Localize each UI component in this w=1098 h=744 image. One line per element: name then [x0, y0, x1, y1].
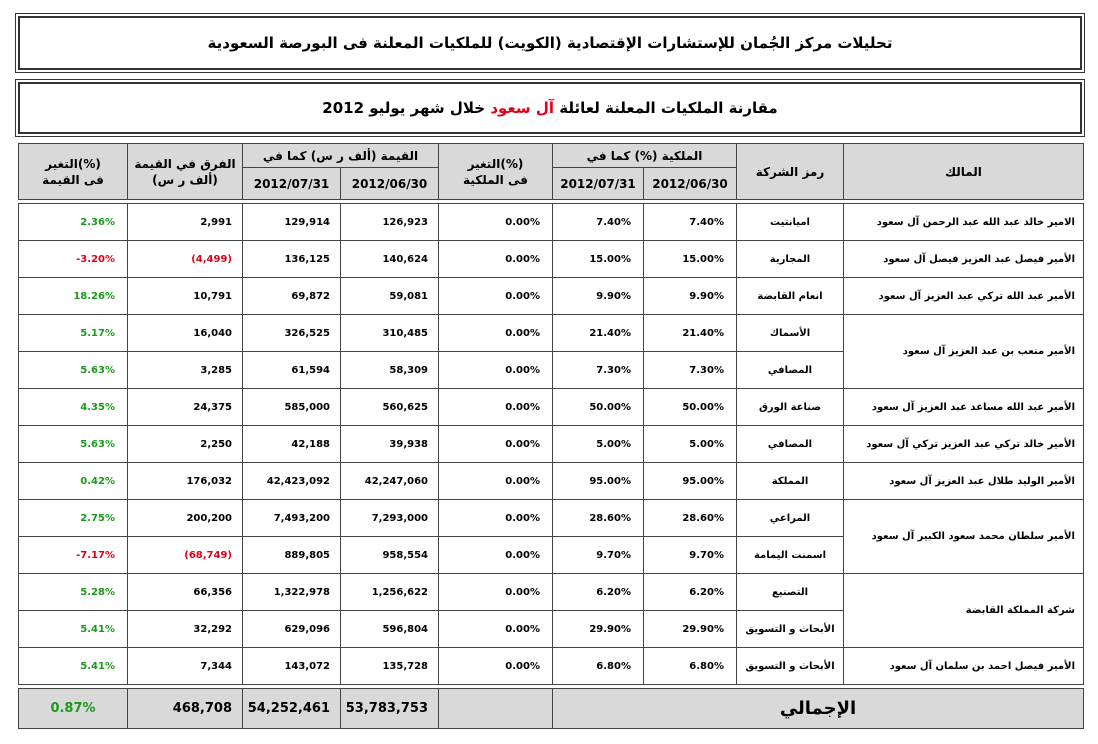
row-value-change: 4.35% [19, 389, 128, 426]
row-value-date1: 59,081 [341, 278, 439, 315]
row-value-date1: 958,554 [341, 537, 439, 574]
row-ownership-change: 0.00% [439, 426, 553, 463]
row-value-date2: 42,423,092 [243, 463, 341, 500]
row-value-date1: 126,923 [341, 204, 439, 241]
row-value-diff: 24,375 [128, 389, 243, 426]
row-ownership-date2: 5.00% [553, 426, 644, 463]
row-value-date2: 136,125 [243, 241, 341, 278]
subtitle-suffix: خلال شهر يوليو 2012 [322, 99, 486, 117]
row-value-date2: 1,322,978 [243, 574, 341, 611]
row-value-change: 5.41% [19, 611, 128, 648]
row-ownership-date1: 6.20% [644, 574, 737, 611]
table-row [19, 315, 1084, 352]
table-row [19, 463, 1084, 500]
row-value-date2: 129,914 [243, 204, 341, 241]
table-row [19, 278, 1084, 315]
header-value-date1: 2012/06/30 [341, 168, 439, 200]
row-symbol: الأبحاث و التسويق [737, 648, 844, 685]
row-value-date1: 140,624 [341, 241, 439, 278]
row-value-change: 5.41% [19, 648, 128, 685]
row-symbol: المجارية [737, 241, 844, 278]
row-symbol: انعام القابضة [737, 278, 844, 315]
table-row [19, 648, 1084, 685]
row-ownership-date1: 15.00% [644, 241, 737, 278]
row-ownership-date1: 28.60% [644, 500, 737, 537]
row-value-diff: 32,292 [128, 611, 243, 648]
header-ownership-date2: 2012/07/31 [553, 168, 644, 200]
row-ownership-date2: 21.40% [553, 315, 644, 352]
table-row [19, 574, 1084, 611]
row-value-date2: 69,872 [243, 278, 341, 315]
row-value-diff: 2,991 [128, 204, 243, 241]
row-owner: شركة المملكة القابضة [844, 574, 1084, 648]
row-owner: الأمير منعب بن عبد العزيز آل سعود [844, 315, 1084, 389]
row-ownership-change: 0.00% [439, 463, 553, 500]
total-value-date1: 53,783,753 [341, 689, 439, 729]
row-value-diff: 66,356 [128, 574, 243, 611]
row-value-change: 2.36% [19, 204, 128, 241]
report-subtitle [18, 82, 1082, 134]
row-owner: الأمير فيصل احمد بن سلمان آل سعود [844, 648, 1084, 685]
row-value-date1: 39,938 [341, 426, 439, 463]
row-ownership-date1: 6.80% [644, 648, 737, 685]
row-ownership-date2: 7.40% [553, 204, 644, 241]
row-value-diff: 176,032 [128, 463, 243, 500]
row-ownership-change: 0.00% [439, 278, 553, 315]
row-owner: الامير خالد عبد الله عبد الرحمن آل سعود [844, 204, 1084, 241]
row-ownership-date2: 6.20% [553, 574, 644, 611]
row-owner: الأمير سلطان محمد سعود الكبير آل سعود [844, 500, 1084, 574]
row-value-diff: 2,250 [128, 426, 243, 463]
header-value-diff: الفرق في القيمة (ألف ر س) [128, 144, 243, 200]
row-value-date1: 58,309 [341, 352, 439, 389]
row-ownership-change: 0.00% [439, 537, 553, 574]
row-value-diff: (68,749) [128, 537, 243, 574]
ownership-table [18, 143, 1084, 729]
row-value-date1: 310,485 [341, 315, 439, 352]
row-value-diff: 200,200 [128, 500, 243, 537]
row-ownership-date1: 9.70% [644, 537, 737, 574]
row-value-diff: (4,499) [128, 241, 243, 278]
header-ownership: الملكية (%) كما في [553, 144, 737, 168]
row-ownership-change: 0.00% [439, 648, 553, 685]
row-value-date2: 42,188 [243, 426, 341, 463]
row-value-change: 5.28% [19, 574, 128, 611]
total-blank [439, 689, 553, 729]
table-row [19, 389, 1084, 426]
row-owner: الأمير خالد تركي عبد العزيز تركي آل سعود [844, 426, 1084, 463]
subtitle-family: آل سعود [490, 99, 555, 117]
row-symbol: الأسماك [737, 315, 844, 352]
header-ownership-date1: 2012/06/30 [644, 168, 737, 200]
total-change: 0.87% [19, 689, 128, 729]
row-value-change: 2.75% [19, 500, 128, 537]
row-value-date1: 1,256,622 [341, 574, 439, 611]
row-ownership-date1: 5.00% [644, 426, 737, 463]
row-ownership-date1: 95.00% [644, 463, 737, 500]
table-row [19, 241, 1084, 278]
row-value-date1: 560,625 [341, 389, 439, 426]
header-value-date2: 2012/07/31 [243, 168, 341, 200]
row-ownership-change: 0.00% [439, 315, 553, 352]
report-title-text: تحليلات مركز الجُمان للإستشارات الإقتصادية (الكويت) للملكيات المعلنة فى البورصة السعودية [207, 34, 893, 52]
row-value-date2: 61,594 [243, 352, 341, 389]
row-ownership-date2: 6.80% [553, 648, 644, 685]
row-value-change: -3.20% [19, 241, 128, 278]
row-ownership-date1: 21.40% [644, 315, 737, 352]
row-symbol: الأبحاث و التسويق [737, 611, 844, 648]
table-row [19, 426, 1084, 463]
header-symbol: رمز الشركة [737, 144, 844, 200]
row-value-date2: 629,096 [243, 611, 341, 648]
row-value-change: 5.63% [19, 352, 128, 389]
row-value-change: -7.17% [19, 537, 128, 574]
row-value-change: 18.26% [19, 278, 128, 315]
total-label: الإجمالي [553, 689, 1084, 729]
row-value-date2: 585,000 [243, 389, 341, 426]
row-owner: الأمير عبد الله مساعد عبد العزيز آل سعود [844, 389, 1084, 426]
header-owner: المالك [844, 144, 1084, 200]
row-owner: الأمير فيصل عبد العزيز فيصل آل سعود [844, 241, 1084, 278]
row-symbol: اسمنت اليمامة [737, 537, 844, 574]
report-title [18, 16, 1082, 70]
table-row [19, 204, 1084, 241]
row-ownership-date1: 7.30% [644, 352, 737, 389]
row-value-date1: 135,728 [341, 648, 439, 685]
row-symbol: المملكة [737, 463, 844, 500]
row-value-change: 0.42% [19, 463, 128, 500]
row-value-date2: 326,525 [243, 315, 341, 352]
row-symbol: المصافي [737, 426, 844, 463]
row-symbol: اميانتيت [737, 204, 844, 241]
row-owner: الأمير الوليد طلال عبد العزيز آل سعود [844, 463, 1084, 500]
subtitle-prefix: مقارنة الملكيات المعلنة لعائلة [559, 99, 778, 117]
row-value-date1: 7,293,000 [341, 500, 439, 537]
row-symbol: المصافي [737, 352, 844, 389]
total-row [19, 689, 1084, 729]
table-row [19, 500, 1084, 537]
header-ownership-change: التغير(%) فى الملكية [439, 144, 553, 200]
row-symbol: المراعي [737, 500, 844, 537]
row-value-date2: 143,072 [243, 648, 341, 685]
row-value-date1: 42,247,060 [341, 463, 439, 500]
row-ownership-date1: 7.40% [644, 204, 737, 241]
row-value-change: 5.17% [19, 315, 128, 352]
row-value-change: 5.63% [19, 426, 128, 463]
row-value-date2: 7,493,200 [243, 500, 341, 537]
header-value-change: التغير(%) فى القيمة [19, 144, 128, 200]
row-ownership-change: 0.00% [439, 611, 553, 648]
row-ownership-date2: 95.00% [553, 463, 644, 500]
row-symbol: صناعة الورق [737, 389, 844, 426]
row-ownership-change: 0.00% [439, 241, 553, 278]
row-value-diff: 10,791 [128, 278, 243, 315]
row-ownership-change: 0.00% [439, 574, 553, 611]
row-ownership-date2: 7.30% [553, 352, 644, 389]
row-value-diff: 7,344 [128, 648, 243, 685]
total-value-date2: 54,252,461 [243, 689, 341, 729]
row-ownership-date1: 50.00% [644, 389, 737, 426]
row-ownership-date2: 15.00% [553, 241, 644, 278]
row-ownership-change: 0.00% [439, 500, 553, 537]
row-ownership-date2: 50.00% [553, 389, 644, 426]
row-value-diff: 16,040 [128, 315, 243, 352]
row-value-diff: 3,285 [128, 352, 243, 389]
row-ownership-change: 0.00% [439, 389, 553, 426]
total-diff: 468,708 [128, 689, 243, 729]
row-owner: الأمير عبد الله تركي عبد العزيز آل سعود [844, 278, 1084, 315]
row-symbol: التصنيع [737, 574, 844, 611]
row-ownership-change: 0.00% [439, 352, 553, 389]
row-ownership-date2: 9.90% [553, 278, 644, 315]
row-ownership-date1: 9.90% [644, 278, 737, 315]
row-ownership-date2: 29.90% [553, 611, 644, 648]
row-value-date1: 596,804 [341, 611, 439, 648]
row-value-date2: 889,805 [243, 537, 341, 574]
row-ownership-date1: 29.90% [644, 611, 737, 648]
row-ownership-change: 0.00% [439, 204, 553, 241]
row-ownership-date2: 9.70% [553, 537, 644, 574]
row-ownership-date2: 28.60% [553, 500, 644, 537]
header-value: القيمة (ألف ر س) كما في [243, 144, 439, 168]
